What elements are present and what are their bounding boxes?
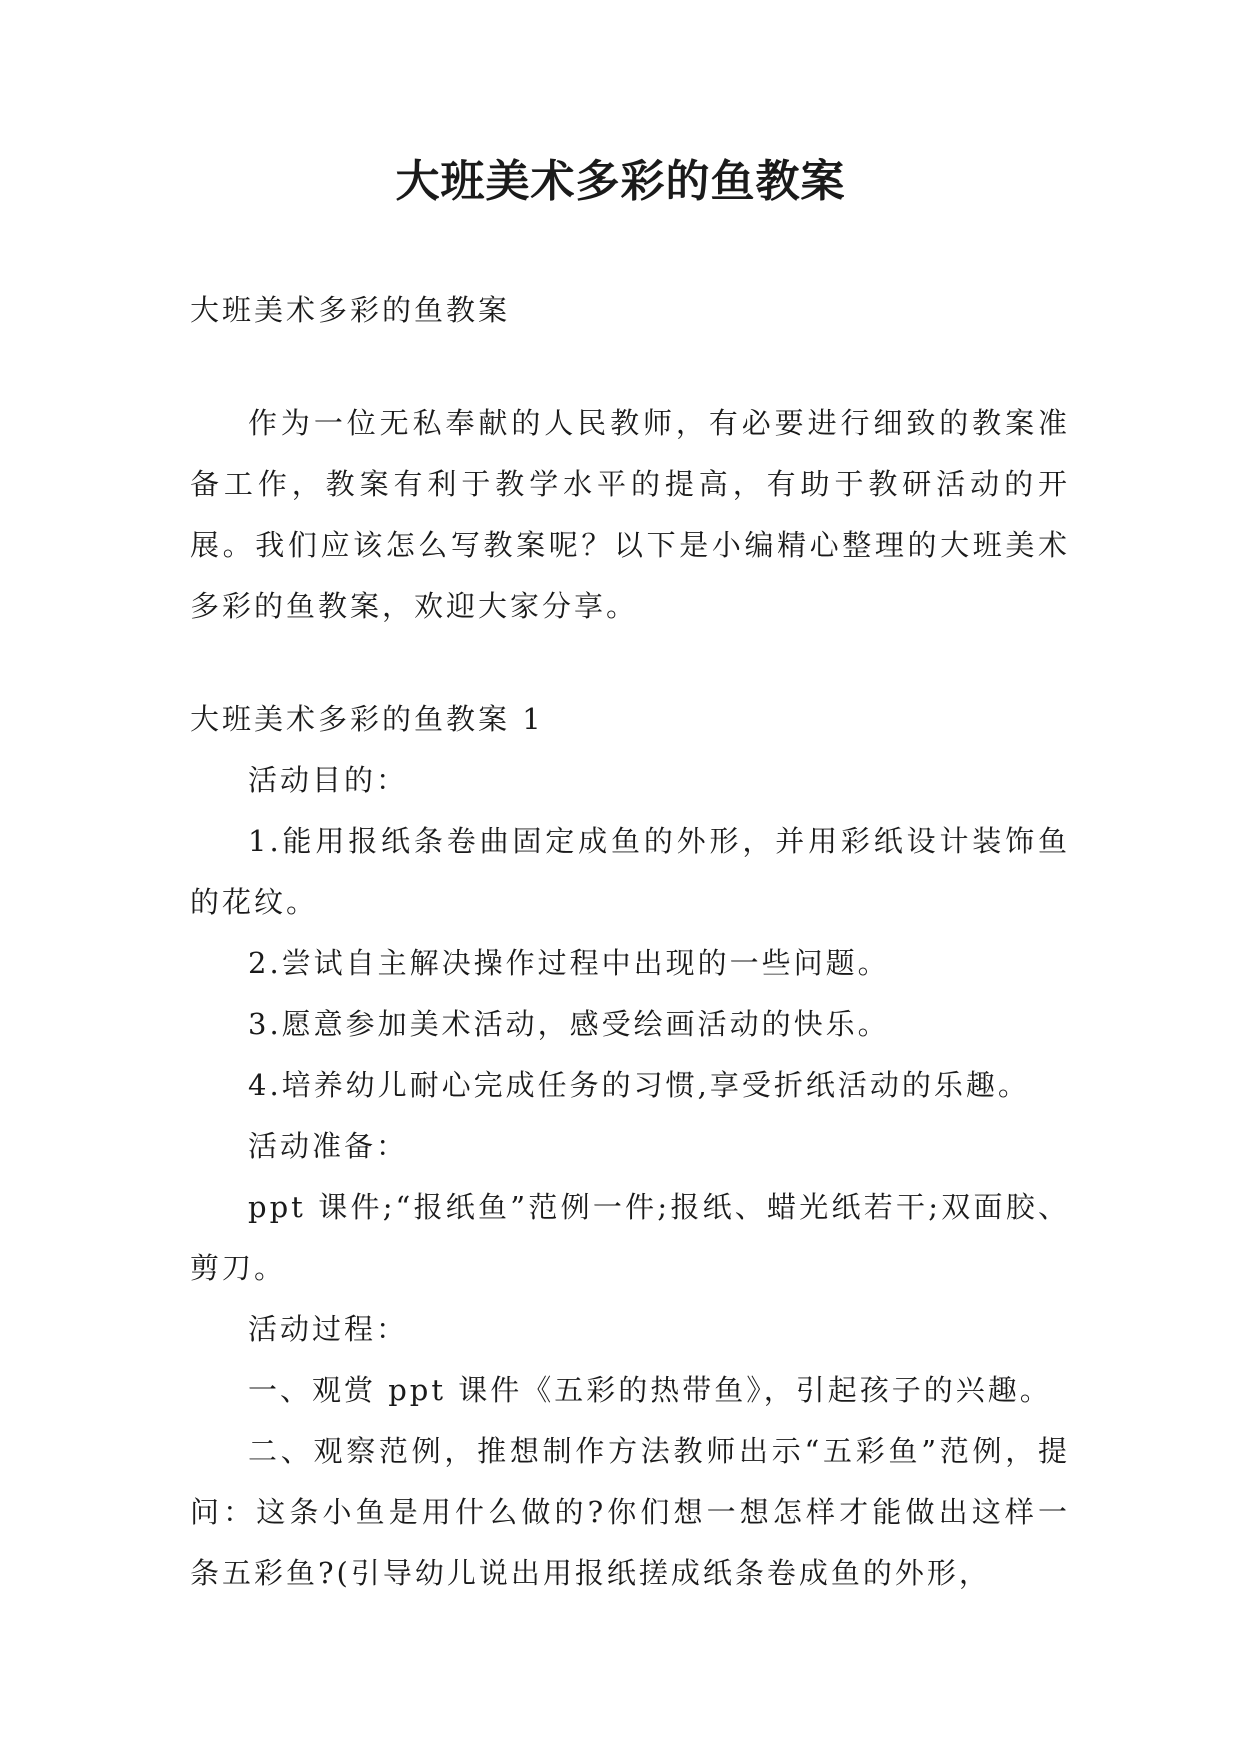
goal-item: 4.培养幼儿耐心完成任务的习惯,享受折纸活动的乐趣。 — [248, 1068, 1030, 1102]
goal-item: 3.愿意参加美术活动，感受绘画活动的快乐。 — [248, 1007, 890, 1041]
document-body — [190, 280, 1070, 1604]
process-heading: 活动过程： — [248, 1312, 409, 1346]
goals-heading: 活动目的： — [248, 763, 409, 797]
intro-paragraph: 作为一位无私奉献的人民教师，有必要进行细致的教案准备工作，教案有利于教学水平的提高，有助于教研活动的开展。我们应该怎么写教案呢？以下是小编精心整理的大班美术多彩的鱼教案，欢迎大家分享。 — [190, 406, 1070, 623]
goal-item: 2.尝试自主解决操作过程中出现的一些问题。 — [248, 946, 890, 980]
goal-item: 1.能用报纸条卷曲固定成鱼的外形，并用彩纸设计装饰鱼的花纹。 — [190, 824, 1070, 919]
process-step: 二、观察范例，推想制作方法教师出示“五彩鱼”范例，提问：这条小鱼是用什么做的?你们想一想怎样才能做出这样一条五彩鱼?(引导幼儿说出用报纸搓成纸条卷成鱼的外形， — [190, 1434, 1070, 1590]
prep-heading: 活动准备： — [248, 1129, 409, 1163]
process-step: 一、观赏 ppt 课件《五彩的热带鱼》，引起孩子的兴趣。 — [248, 1373, 1052, 1407]
prep-text: ppt 课件;“报纸鱼”范例一件;报纸、蜡光纸若干;双面胶、剪刀。 — [190, 1190, 1070, 1285]
document-title: 大班美术多彩的鱼教案 — [395, 156, 846, 207]
document-subtitle: 大班美术多彩的鱼教案 — [190, 293, 511, 327]
section-title: 大班美术多彩的鱼教案 1 — [190, 702, 544, 736]
